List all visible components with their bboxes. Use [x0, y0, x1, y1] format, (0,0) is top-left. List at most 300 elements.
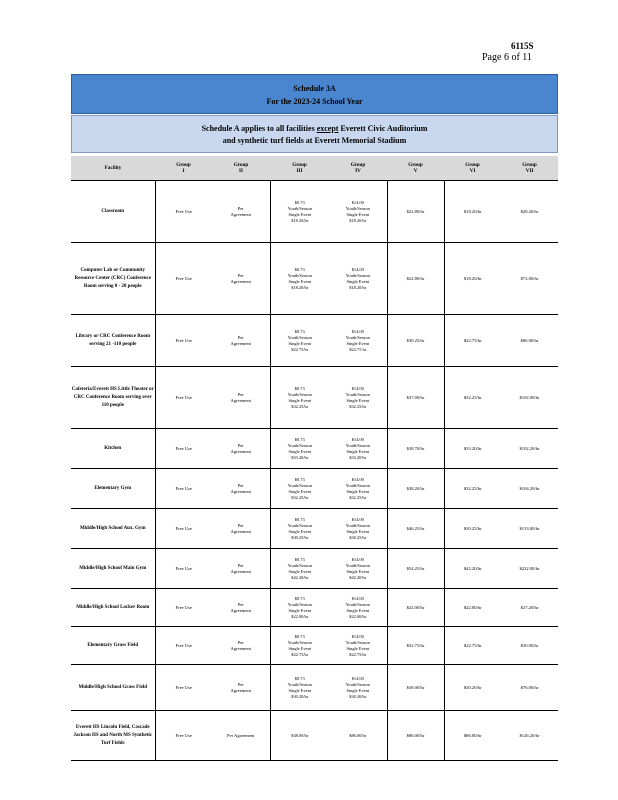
- fee-line: Single Event: [346, 397, 370, 403]
- facility-cell: Middle/High School Grass Field: [71, 665, 155, 711]
- fee-line: Single Event: [288, 607, 312, 613]
- group-header: [212, 156, 270, 181]
- fee-text: $18.20/hr: [463, 209, 482, 214]
- fee-text: $32.25/hr: [463, 395, 482, 400]
- group-2-cell: [212, 589, 270, 627]
- fee-line: $32.25/hr: [291, 403, 309, 409]
- group-6-cell: [444, 711, 501, 761]
- group-7-cell: [501, 549, 558, 589]
- group-7-cell: [501, 509, 558, 549]
- table-row: [71, 665, 558, 711]
- fee-line: Single Event: [346, 488, 370, 494]
- fee-text: $30.25/hr: [406, 338, 425, 343]
- group-7-cell: [501, 589, 558, 627]
- fee-line: $30.20/hr: [349, 693, 367, 699]
- group-1-cell: [155, 469, 212, 509]
- fee-line: Youth/Season: [345, 522, 370, 528]
- group-4-cell: [329, 429, 387, 469]
- fee-text: Free Use: [175, 276, 192, 281]
- group-5-cell: [387, 243, 444, 315]
- fee-line: $18.20/hr: [349, 284, 367, 290]
- fee-line: Youth/Season: [287, 482, 312, 488]
- fee-line: Single Event: [346, 448, 370, 454]
- table-header-row: [71, 156, 558, 181]
- group-header: [444, 156, 501, 181]
- fee-text: Per Agreement: [227, 732, 255, 738]
- fee-text: $37.00/hr: [406, 395, 425, 400]
- group-3-cell: [270, 711, 329, 761]
- fee-text: Per: [237, 639, 244, 645]
- fee-text: $38.00/hr: [291, 732, 309, 738]
- fee-line: Youth/Season: [287, 601, 312, 607]
- except-text: except: [316, 124, 339, 133]
- fee-text: $27.20/hr: [520, 605, 539, 610]
- group-label: Group: [233, 162, 249, 168]
- group-label: Group: [176, 162, 191, 168]
- fee-text: $54.25/hr: [406, 566, 425, 571]
- school-year: For the 2023-24 School Year: [266, 97, 363, 106]
- fee-text: $222.00/hr: [519, 566, 540, 571]
- group-3-cell: [270, 509, 329, 549]
- fee-text: $86.00/hr: [349, 732, 367, 738]
- group-3-cell: [270, 665, 329, 711]
- table-row: [71, 429, 558, 469]
- group-7-cell: [501, 627, 558, 665]
- group-4-cell: [329, 509, 387, 549]
- fee-text: Free Use: [175, 446, 192, 451]
- fee-line: Single Event: [346, 607, 370, 613]
- fee-line: $0.73: [294, 675, 305, 681]
- group-2-cell: [212, 181, 270, 243]
- fee-line: Youth/Season: [287, 522, 312, 528]
- fee-line: Youth/Season: [345, 272, 370, 278]
- fee-text: $126.20/hr: [519, 733, 540, 738]
- facility-cell: Cafeteria/Everett HS Little Theater or CRC Conference Room serving over 110 people: [71, 367, 155, 429]
- fee-text: Free Use: [175, 486, 192, 491]
- fee-line: $18.20/hr: [291, 284, 309, 290]
- fee-text: $18.20/hr: [463, 276, 482, 281]
- group-7-cell: [501, 665, 558, 711]
- group-5-cell: [387, 627, 444, 665]
- fee-line: $22.75/hr: [291, 651, 309, 657]
- schedule-title: Schedule 3A: [293, 84, 336, 93]
- fee-line: $22.00/hr: [291, 613, 309, 619]
- fee-line: $18.20/hr: [291, 217, 309, 223]
- fee-line: $14.00: [351, 675, 364, 681]
- group-3-cell: [270, 315, 329, 367]
- fee-text: Agreement: [230, 397, 251, 403]
- fee-text: Per: [237, 482, 244, 488]
- fee-line: $32.25/hr: [349, 403, 367, 409]
- fee-text: $22.00/hr: [406, 605, 425, 610]
- fee-text: Free Use: [175, 733, 192, 738]
- fee-text: Per: [237, 522, 244, 528]
- group-2-cell: [212, 711, 270, 761]
- fee-text: Agreement: [230, 528, 251, 534]
- group-1-cell: [155, 181, 212, 243]
- fee-line: Youth/Season: [345, 482, 370, 488]
- fee-line: Youth/Season: [287, 681, 312, 687]
- fee-text: Per: [237, 681, 244, 687]
- fee-text: Agreement: [230, 278, 251, 284]
- group-6-cell: [444, 315, 501, 367]
- fee-line: Youth/Season: [345, 442, 370, 448]
- group-7-cell: [501, 181, 558, 243]
- fee-text: $30.25/hr: [463, 526, 482, 531]
- table-row: [71, 711, 558, 761]
- fee-text: $72.00/hr: [520, 276, 539, 281]
- group-5-cell: [387, 549, 444, 589]
- group-number: V: [413, 168, 418, 174]
- scope-line-2: and synthetic turf fields at Everett Memorial Stadium: [222, 136, 407, 145]
- fee-line: Youth/Season: [287, 639, 312, 645]
- fee-line: $14.00: [351, 476, 364, 482]
- fee-line: Single Event: [288, 528, 312, 534]
- fee-text: $22.75/hr: [463, 338, 482, 343]
- group-4-cell: [329, 315, 387, 367]
- table-row: [71, 315, 558, 367]
- group-3-cell: [270, 627, 329, 665]
- table-row: [71, 549, 558, 589]
- fee-text: $42.20/hr: [463, 566, 482, 571]
- group-header: [387, 156, 444, 181]
- facility-cell: Middle/High School Main Gym: [71, 549, 155, 589]
- group-2-cell: [212, 315, 270, 367]
- fee-line: Single Event: [346, 278, 370, 284]
- group-2-cell: [212, 367, 270, 429]
- fee-line: $14.00: [351, 436, 364, 442]
- fee-text: $22.75/hr: [463, 643, 482, 648]
- facility-cell: Computer Lab or Community Resource Center (CRC) Conference Room serving 0 - 20 people: [71, 243, 155, 315]
- group-1-cell: [155, 665, 212, 711]
- group-4-cell: [329, 367, 387, 429]
- group-3-cell: [270, 367, 329, 429]
- fee-line: $0.73: [294, 328, 305, 334]
- facility-cell: Elementary Gym: [71, 469, 155, 509]
- fee-text: $33.20/hr: [463, 446, 482, 451]
- fee-line: $22.75/hr: [291, 346, 309, 352]
- fee-line: $32.25/hr: [349, 494, 367, 500]
- fee-line: Youth/Season: [287, 334, 312, 340]
- group-label: Group: [408, 162, 423, 168]
- group-4-cell: [329, 243, 387, 315]
- fee-line: Youth/Season: [345, 681, 370, 687]
- fee-text: Free Use: [175, 566, 192, 571]
- fee-line: Youth/Season: [345, 334, 370, 340]
- group-2-cell: [212, 549, 270, 589]
- fee-text: $104.20/hr: [519, 486, 540, 491]
- fee-line: Youth/Season: [287, 205, 312, 211]
- table-row: [71, 589, 558, 627]
- fee-line: Single Event: [346, 568, 370, 574]
- fee-line: $0.73: [294, 385, 305, 391]
- group-7-cell: [501, 469, 558, 509]
- group-4-cell: [329, 549, 387, 589]
- group-7-cell: [501, 429, 558, 469]
- facility-cell: Middle/High School Aux. Gym: [71, 509, 155, 549]
- fee-line: $18.20/hr: [349, 217, 367, 223]
- fee-text: Free Use: [175, 209, 192, 214]
- fee-line: $22.75 hr: [349, 346, 367, 352]
- fee-line: $0.73: [294, 516, 305, 522]
- fee-text: $38.70/hr: [406, 446, 425, 451]
- fee-line: $0.73: [294, 199, 305, 205]
- fee-line: Youth/Season: [287, 442, 312, 448]
- group-4-cell: [329, 711, 387, 761]
- fee-line: Youth/Season: [345, 562, 370, 568]
- fee-text: $28.20/hr: [520, 209, 539, 214]
- group-header: [501, 156, 558, 181]
- fee-line: $14.00: [351, 556, 364, 562]
- fee-line: Single Event: [288, 211, 312, 217]
- group-5-cell: [387, 315, 444, 367]
- fee-line: Single Event: [346, 687, 370, 693]
- fee-text: Per: [237, 205, 244, 211]
- group-6-cell: [444, 589, 501, 627]
- fee-line: $14.00: [351, 516, 364, 522]
- group-number: IV: [355, 168, 361, 174]
- group-6-cell: [444, 367, 501, 429]
- group-7-cell: [501, 367, 558, 429]
- group-2-cell: [212, 243, 270, 315]
- group-6-cell: [444, 429, 501, 469]
- fee-line: $14.00: [351, 266, 364, 272]
- fee-text: $32.75/hr: [406, 643, 425, 648]
- scope-text-post: Everett Civic Auditorium: [338, 124, 428, 133]
- fee-text: Free Use: [175, 526, 192, 531]
- group-7-cell: [501, 243, 558, 315]
- group-3-cell: [270, 181, 329, 243]
- fee-text: $102.00/hr: [519, 395, 540, 400]
- fee-text: Free Use: [175, 395, 192, 400]
- fee-text: Agreement: [230, 340, 251, 346]
- facility-cell: Library or CRC Conference Room serving 21 -110 people: [71, 315, 155, 367]
- table-row: [71, 367, 558, 429]
- fee-text: $22.80/hr: [406, 276, 425, 281]
- group-label: Group: [522, 162, 537, 168]
- fee-text: Free Use: [175, 643, 192, 648]
- fee-line: $42.20/hr: [291, 574, 309, 580]
- fee-line: $14.00: [351, 199, 364, 205]
- fee-line: $33.20/hr: [291, 454, 309, 460]
- fee-line: $0.73: [294, 556, 305, 562]
- facility-cell: Elementary Grass Field: [71, 627, 155, 665]
- fee-text: $32.25/hr: [463, 486, 482, 491]
- facility-cell: Kitchen: [71, 429, 155, 469]
- fee-text: $76.00/hr: [520, 685, 539, 690]
- group-6-cell: [444, 181, 501, 243]
- fee-text: Per: [237, 391, 244, 397]
- fee-line: Single Event: [346, 340, 370, 346]
- group-3-cell: [270, 589, 329, 627]
- fee-line: Single Event: [288, 397, 312, 403]
- fee-line: Single Event: [288, 278, 312, 284]
- fee-text: Per: [237, 334, 244, 340]
- group-6-cell: [444, 243, 501, 315]
- group-header: [329, 156, 387, 181]
- fee-line: $22.75/hr: [349, 651, 367, 657]
- facility-cell: Classroom: [71, 181, 155, 243]
- fee-text: Agreement: [230, 645, 251, 651]
- group-2-cell: [212, 627, 270, 665]
- group-6-cell: [444, 549, 501, 589]
- table-row: [71, 181, 558, 243]
- fee-text: Agreement: [230, 568, 251, 574]
- fee-text: $86.00/hr: [406, 733, 425, 738]
- fee-text: Agreement: [230, 488, 251, 494]
- fee-text: Free Use: [175, 685, 192, 690]
- group-6-cell: [444, 469, 501, 509]
- fee-text: $38.20/hr: [406, 486, 425, 491]
- fee-text: Per: [237, 272, 244, 278]
- group-number: I: [182, 168, 185, 174]
- fee-line: Single Event: [288, 488, 312, 494]
- group-1-cell: [155, 509, 212, 549]
- scope-text: Schedule A applies to all facilities: [201, 124, 317, 133]
- table-row: [71, 243, 558, 315]
- fee-line: $30.20/hr: [291, 693, 309, 699]
- group-5-cell: [387, 469, 444, 509]
- group-label: Group: [350, 162, 366, 168]
- fee-line: Youth/Season: [345, 639, 370, 645]
- fee-line: Single Event: [288, 645, 312, 651]
- fee-text: $30.00/hr: [520, 643, 539, 648]
- facility-cell: Middle/High School Locker Room: [71, 589, 155, 627]
- group-1-cell: [155, 367, 212, 429]
- fee-line: $0.73: [294, 436, 305, 442]
- fee-line: $0.73: [294, 476, 305, 482]
- fee-text: $86.00/hr: [463, 733, 482, 738]
- fee-text: Free Use: [175, 338, 192, 343]
- fee-text: Agreement: [230, 448, 251, 454]
- fee-text: Per: [237, 442, 244, 448]
- fee-text: $102.20/hr: [519, 446, 540, 451]
- fee-line: $30.25/hr: [291, 534, 309, 540]
- group-5-cell: [387, 429, 444, 469]
- fee-line: $0.73: [294, 633, 305, 639]
- fee-line: Youth/Season: [287, 391, 312, 397]
- group-5-cell: [387, 665, 444, 711]
- group-4-cell: [329, 627, 387, 665]
- scope-line-1: [72, 124, 557, 133]
- fee-text: $30.20/hr: [463, 685, 482, 690]
- fee-text: $22.00/hr: [463, 605, 482, 610]
- fee-line: Single Event: [288, 448, 312, 454]
- fee-schedule-table: [71, 156, 558, 761]
- group-1-cell: [155, 711, 212, 761]
- fee-line: $30.25/hr: [349, 534, 367, 540]
- document-number: 6115S: [511, 41, 534, 51]
- fee-line: Single Event: [288, 340, 312, 346]
- fee-line: $14.00: [351, 633, 364, 639]
- fee-line: $0.73: [294, 266, 305, 272]
- table-row: [71, 509, 558, 549]
- group-6-cell: [444, 509, 501, 549]
- group-1-cell: [155, 627, 212, 665]
- schedule-scope-band: [71, 115, 558, 153]
- fee-line: Single Event: [346, 645, 370, 651]
- group-4-cell: [329, 589, 387, 627]
- group-2-cell: [212, 509, 270, 549]
- group-7-cell: [501, 711, 558, 761]
- fee-text: Agreement: [230, 607, 251, 613]
- group-2-cell: [212, 665, 270, 711]
- group-label: Group: [292, 162, 307, 168]
- group-1-cell: [155, 429, 212, 469]
- group-5-cell: [387, 509, 444, 549]
- fee-text: Agreement: [230, 687, 251, 693]
- fee-line: $42.20/hr: [349, 574, 367, 580]
- fee-line: Youth/Season: [287, 562, 312, 568]
- fee-text: $46.25/hr: [406, 526, 425, 531]
- group-number: VII: [525, 168, 534, 174]
- fee-line: $14.00: [351, 328, 364, 334]
- group-3-cell: [270, 549, 329, 589]
- fee-line: $14.00: [351, 595, 364, 601]
- facility-header: Facility: [71, 156, 155, 181]
- group-4-cell: [329, 469, 387, 509]
- fee-text: Per: [237, 601, 244, 607]
- page-number: Page 6 of 11: [482, 52, 532, 63]
- group-6-cell: [444, 627, 501, 665]
- fee-line: Youth/Season: [345, 391, 370, 397]
- table-row: [71, 627, 558, 665]
- group-5-cell: [387, 181, 444, 243]
- group-5-cell: [387, 589, 444, 627]
- fee-text: Free Use: [175, 605, 192, 610]
- group-1-cell: [155, 243, 212, 315]
- fee-text: $133.00/hr: [519, 526, 540, 531]
- fee-line: $32.25/hr: [291, 494, 309, 500]
- group-7-cell: [501, 315, 558, 367]
- group-2-cell: [212, 429, 270, 469]
- schedule-title-band: [71, 74, 558, 114]
- fee-text: Agreement: [230, 211, 251, 217]
- fee-line: $14.00: [351, 385, 364, 391]
- fee-line: Single Event: [346, 211, 370, 217]
- fee-line: $33.20/hr: [349, 454, 367, 460]
- group-1-cell: [155, 315, 212, 367]
- group-3-cell: [270, 243, 329, 315]
- fee-line: $22.00/hr: [349, 613, 367, 619]
- fee-line: Single Event: [288, 687, 312, 693]
- group-5-cell: [387, 711, 444, 761]
- group-number: III: [296, 168, 303, 174]
- fee-text: Per: [237, 562, 244, 568]
- fee-line: Youth/Season: [345, 205, 370, 211]
- facility-cell: Everett HS Lincoln Field, Cascade Jackson HS and North MS Synthetic Turf Fields: [71, 711, 155, 761]
- group-number: VI: [469, 168, 476, 174]
- fee-line: $0.73: [294, 595, 305, 601]
- group-1-cell: [155, 549, 212, 589]
- group-4-cell: [329, 181, 387, 243]
- fee-text: $86.00/hr: [520, 338, 539, 343]
- group-6-cell: [444, 665, 501, 711]
- group-4-cell: [329, 665, 387, 711]
- group-label: Group: [465, 162, 480, 168]
- fee-line: Single Event: [288, 568, 312, 574]
- fee-line: Youth/Season: [345, 601, 370, 607]
- group-3-cell: [270, 469, 329, 509]
- fee-line: Youth/Season: [287, 272, 312, 278]
- fee-line: Single Event: [346, 528, 370, 534]
- group-number: II: [238, 168, 244, 174]
- group-header: [155, 156, 212, 181]
- group-5-cell: [387, 367, 444, 429]
- fee-text: $38.00/hr: [406, 685, 425, 690]
- group-2-cell: [212, 469, 270, 509]
- fee-text: $22.80/hr: [406, 209, 425, 214]
